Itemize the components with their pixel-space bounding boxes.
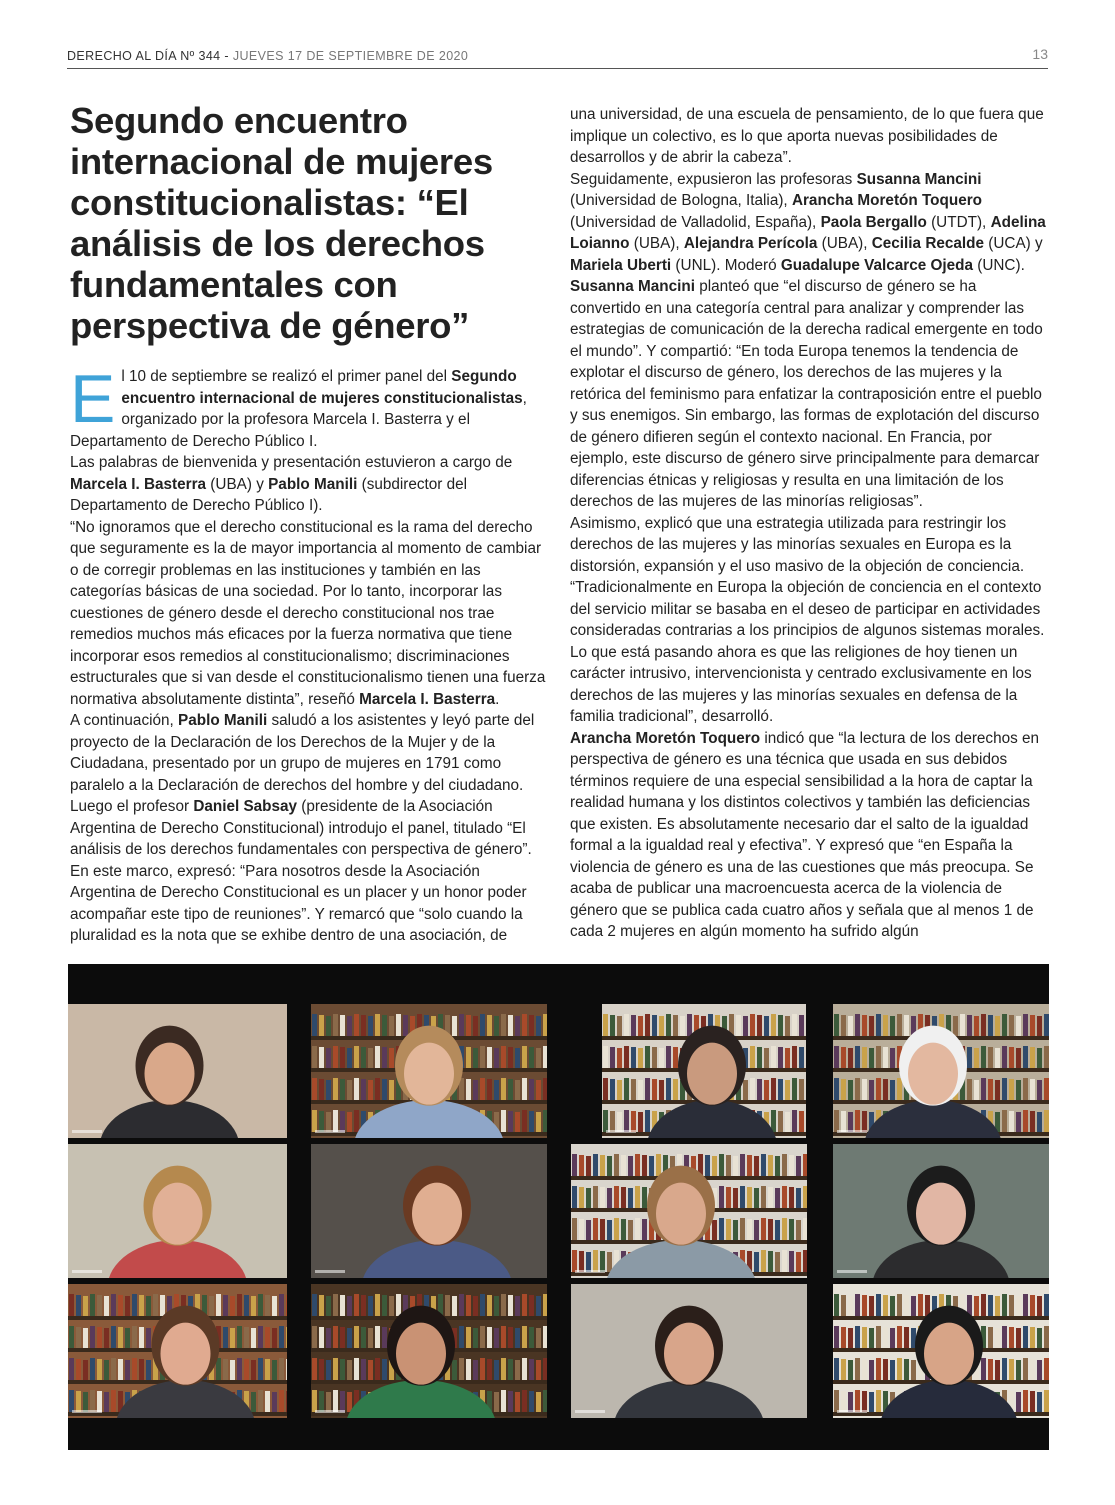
publication-line	[67, 49, 468, 63]
page-number: 13	[1032, 46, 1048, 62]
video-call-photo	[68, 964, 1049, 1450]
article-column-right	[570, 104, 1048, 943]
participant-tile	[311, 1004, 547, 1138]
paragraph-welcome: Las palabras de bienvenida y presentación estuvieron a cargo de Marcela I. Basterra (UBA) y Pablo Manili (subdirector del Departamento de Derecho Público I).	[70, 454, 513, 514]
paragraph-speakers: Seguidamente, expusieron las profesoras Susanna Mancini (Universidad de Bologna, Italia), Arancha Moretón Toquero (Universidad de Valladolid, España), Paola Bergallo (UTDT), Adelina Loianno (UBA), Alejandra Perícola (UBA), Cecilia Recalde (UCA) y Mariela Uberti (UNL). Moderó Guadalupe Valcarce Ojeda (UNC).	[570, 170, 1046, 274]
paragraph-moreton: Arancha Moretón Toquero indicó que “la lectura de los derechos en perspectiva de género es una técnica que usada en sus debidos términos requiere de una especial sensibilidad a la hora de captar la realidad humana y los distintos colectivos y también las deficiencias que existen. Es absolutamente necesario dar el salto de la igualdad formal a la igualdad real y efectiva”. Y expresó que “en España la violencia de género es una de las cuestiones que más preocupa. Se acaba de publicar una macroencuesta acerca de la violencia de género que se publica cada cuatro años y señala que al menos 1 de cada 2 mujeres en algún momento ha sufrido algún	[570, 729, 1040, 940]
participant-tile	[68, 1284, 287, 1418]
participant-tile	[833, 1004, 1049, 1138]
participant-tile	[68, 1004, 287, 1138]
article-column-left	[70, 361, 548, 947]
drop-cap: E	[70, 361, 116, 437]
paragraph-continuation: una universidad, de una escuela de pensamiento, de lo que fuera que implique un colectivo, es lo que aporta nuevas posibilidades de desarrollos y de abrir la cabeza”.	[570, 106, 1044, 166]
participant-tile	[571, 1284, 807, 1418]
publication-name: DERECHO AL DÍA Nº 344 -	[67, 49, 229, 63]
paragraph-intro: El 10 de septiembre se realizó el primer panel del Segundo encuentro internacional de mujeres constitucionalistas, organizado por la profesora Marcela I. Basterra y el Departamento de Derecho Público I.	[70, 361, 527, 450]
participant-tile	[311, 1144, 547, 1278]
participant-tile	[833, 1144, 1049, 1278]
paragraph-basterra-quote: “No ignoramos que el derecho constitucional es la rama del derecho que seguramente es la de mayor importancia al momento de cambiar o de corregir problemas en las instituciones y también en las categorías básicas de una sociedad. Por lo tanto, incorporar las cuestiones de género desde el derecho constitucional nos trae remedios muchos más eficaces por la fuerza normativa que tiene incorporar esos remedios al constitucionalismo; discriminaciones estructurales que si van desde el constitucionalismo tienen una fuerza normativa absolutamente distinta”, reseñó Marcela I. Basterra.	[70, 518, 546, 708]
participant-tile	[571, 1144, 807, 1278]
participant-tile	[68, 1144, 287, 1278]
paragraph-objection: Asimismo, explicó que una estrategia utilizada para restringir los derechos de las mujeres y las minorías sexuales en Europa es la distorsión, expansión y el uso masivo de la objeción de conciencia. “Tradicionalmente en Europa la objeción de conciencia en el contexto del servicio militar se basaba en el deseo de participar en actividades consideradas contrarias a los principios de algunos sistemas morales. Lo que está pasando ahora es que las religiones de hoy tienen un carácter intrusivo, intervencionista y centrado exclusivamente en los derechos de las mujeres y las minorías sexuales en defensa de la familia tradicional”, desarrolló.	[570, 514, 1045, 725]
participant-tile	[602, 1004, 806, 1138]
paragraph-manili: A continuación, Pablo Manili saludó a los asistentes y leyó parte del proyecto de la Declaración de los Derechos de la Mujer y de la Ciudadana, presentado por un grupo de mujeres en 1791 como paralelo a la Declaración de derechos del hombre y del ciudadano.	[70, 712, 535, 794]
page-header	[67, 46, 1048, 69]
paragraph-mancini: Susanna Mancini planteó que “el discurso de género se ha convertido en una categoría central para analizar y comprender las estrategias de comunicación de la derecha radical emergente en todo el mundo”. Y compartió: “En toda Europa tenemos la tendencia de explotar el discurso de género, los derechos de las mujeres y la retórica del feminismo para enfatizar la contraposición entre el pueblo y sus enemigos. Sin embargo, las formas de explotación del discurso de género difieren según el contexto nacional. En Francia, por ejemplo, este discurso de género sirve principalmente para demarcar diferencias étnicas y religiosas y resulta en una limitación de los derechos de las mujeres de las minorías religiosas”.	[570, 278, 1043, 510]
participant-tile	[833, 1284, 1049, 1418]
issue-date: JUEVES 17 DE SEPTIEMBRE DE 2020	[232, 49, 469, 63]
participant-tile	[311, 1284, 547, 1418]
paragraph-sabsay: Luego el profesor Daniel Sabsay (presidente de la Asociación Argentina de Derecho Constitucional) introdujo el panel, titulado “El análisis de los derechos fundamentales con perspectiva de género”. En este marco, expresó: “Para nosotros desde la Asociación Argentina de Derecho Constitucional es un placer y un honor poder acompañar este tipo de reuniones”. Y remarcó que “solo cuando la pluralidad es la nota que se exhibe dentro de una asociación, de	[70, 798, 532, 944]
article-title: Segundo encuentro internacional de mujeres constitucionalistas: “El análisis de los derechos fundamentales con perspectiva de género”	[70, 100, 493, 346]
